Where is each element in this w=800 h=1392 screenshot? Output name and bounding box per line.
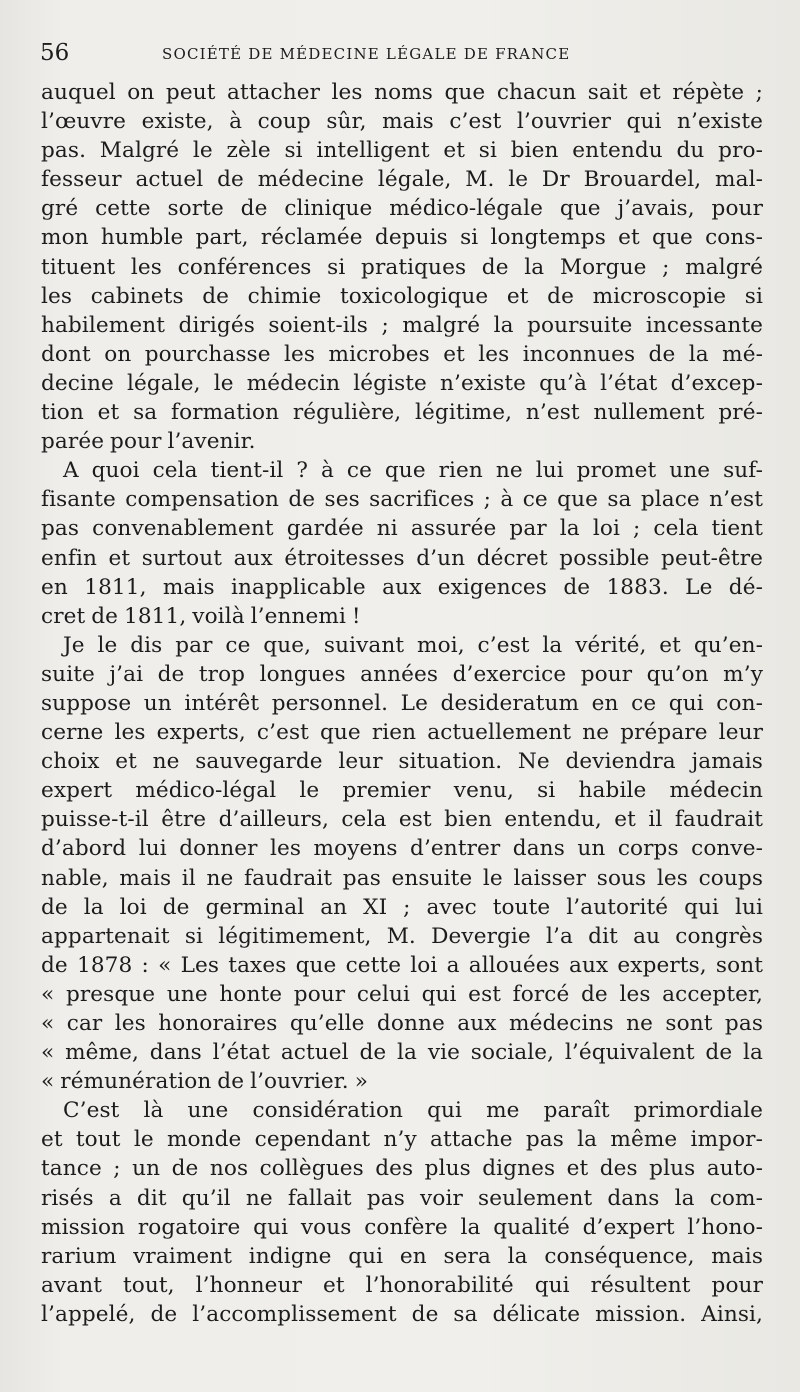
page-header bbox=[40, 38, 770, 68]
text-line: « car les honoraires qu’elle donne aux médecins ne sont pas bbox=[41, 1011, 763, 1036]
text-line: de 1878 : « Les taxes que cette loi a allouées aux experts, sont bbox=[41, 952, 763, 978]
text-line: mon humble part, réclamée depuis si longtemps et que cons- bbox=[41, 225, 763, 251]
text-line: expert médico-légal le premier venu, si habile médecin bbox=[41, 778, 763, 804]
running-head: SOCIÉTÉ DE MÉDECINE LÉGALE DE FRANCE bbox=[162, 45, 571, 63]
text-line: suppose un intérêt personnel. Le desideratum en ce qui con- bbox=[41, 690, 763, 716]
text-line: mission rogatoire qui vous confère la qualité d’expert l’hono- bbox=[41, 1214, 763, 1240]
text-line: habilement dirigés soient-ils ; malgré la poursuite incessante bbox=[41, 312, 763, 338]
text-line: fisante compensation de ses sacrifices ; à ce que sa place n’est bbox=[41, 487, 763, 513]
text-line: de la loi de germinal an XI ; avec toute l’autorité qui lui bbox=[41, 894, 763, 920]
text-line: Je le dis par ce que, suivant moi, c’est la vérité, et qu’en- bbox=[63, 632, 763, 658]
text-line: suite j’ai de trop longues années d’exercice pour qu’on m’y bbox=[41, 661, 763, 687]
text-line: gré cette sorte de clinique médico-légale que j’avais, pour bbox=[41, 196, 763, 222]
text-line: les cabinets de chimie toxicologique et de microscopie si bbox=[41, 283, 763, 309]
text-line: l’appelé, de l’accomplissement de sa délicate mission. Ainsi, bbox=[41, 1301, 763, 1327]
text-line: appartenait si légitimement, M. Devergie l’a dit au congrès bbox=[41, 923, 763, 949]
text-line: « rémunération de l’ouvrier. » bbox=[41, 1069, 369, 1095]
text-line: cerne les experts, c’est que rien actuellement ne prépare leur bbox=[41, 720, 763, 746]
text-line: et tout le monde cependant n’y attache pas la même impor- bbox=[41, 1127, 763, 1153]
text-line: risés a dit qu’il ne fallait pas voir seulement dans la com- bbox=[41, 1185, 763, 1211]
text-line: dont on pourchasse les microbes et les inconnues de la mé- bbox=[41, 341, 763, 367]
text-line: pas. Malgré le zèle si intelligent et si bien entendu du pro- bbox=[41, 138, 763, 164]
text-line: fesseur actuel de médecine légale, M. le Dr Brouardel, mal- bbox=[41, 167, 763, 193]
text-line: puisse-t-il être d’ailleurs, cela est bien entendu, et il faudrait bbox=[41, 807, 763, 833]
page-number: 56 bbox=[40, 40, 70, 66]
text-line: tion et sa formation régulière, légitime, n’est nullement pré- bbox=[41, 400, 763, 426]
text-line: « presque une honte pour celui qui est forcé de les accepter, bbox=[41, 981, 763, 1007]
text-line: avant tout, l’honneur et l’honorabilité qui résultent pour bbox=[41, 1272, 763, 1298]
text-line: enfin et surtout aux étroitesses d’un décret possible peut-être bbox=[41, 545, 763, 571]
text-line: pas convenablement gardée ni assurée par la loi ; cela tient bbox=[41, 516, 763, 542]
text-line: nable, mais il ne faudrait pas ensuite le laisser sous les coups bbox=[41, 865, 763, 891]
text-line: choix et ne sauvegarde leur situation. Ne deviendra jamais bbox=[41, 749, 763, 775]
text-line: rarium vraiment indigne qui en sera la conséquence, mais bbox=[41, 1243, 763, 1269]
text-line: l’œuvre existe, à coup sûr, mais c’est l’ouvrier qui n’existe bbox=[41, 109, 763, 135]
text-line: « même, dans l’état actuel de la vie sociale, l’équivalent de la bbox=[41, 1040, 763, 1066]
text-line: en 1811, mais inapplicable aux exigences de 1883. Le dé- bbox=[41, 574, 763, 600]
text-line: d’abord lui donner les moyens d’entrer dans un corps conve- bbox=[41, 836, 763, 862]
text-line: C’est là une considération qui me paraît primordiale bbox=[63, 1098, 763, 1124]
text-line: tance ; un de nos collègues des plus dignes et des plus auto- bbox=[41, 1156, 763, 1182]
text-line: auquel on peut attacher les noms que chacun sait et répète ; bbox=[41, 80, 763, 105]
text-line: cret de 1811, voilà l’ennemi ! bbox=[41, 603, 361, 629]
text-line: decine légale, le médecin légiste n’existe qu’à l’état d’excep- bbox=[41, 370, 763, 396]
text-line: tituent les conférences si pratiques de la Morgue ; malgré bbox=[41, 254, 763, 280]
body-text bbox=[41, 78, 763, 1329]
text-line: parée pour l’avenir. bbox=[41, 429, 256, 455]
text-line: A quoi cela tient-il ? à ce que rien ne lui promet une suf- bbox=[63, 458, 763, 484]
